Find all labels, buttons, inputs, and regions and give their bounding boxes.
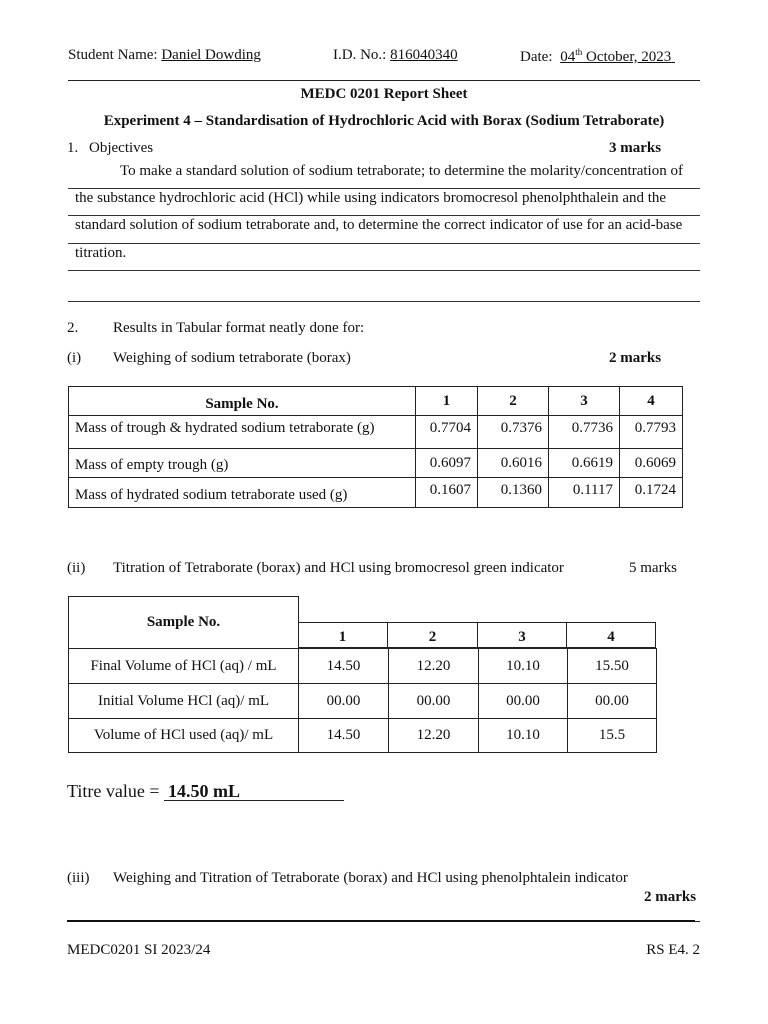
sample-header: 1 xyxy=(298,623,388,648)
table-cell: 0.7704 xyxy=(416,416,478,449)
table-row xyxy=(69,649,657,684)
phenol-heading: Weighing and Titration of Tetraborate (borax) and HCl using phenolphtalein indicator xyxy=(113,870,628,886)
table-cell: 14.50 xyxy=(299,719,389,753)
writing-rule xyxy=(68,301,700,302)
writing-rule xyxy=(68,188,700,189)
date-info xyxy=(520,47,675,66)
writing-rule xyxy=(68,270,700,271)
sample-header: 3 xyxy=(549,387,620,416)
titration-heading: Titration of Tetraborate (borax) and HCl using bromocresol green indicator xyxy=(113,560,564,576)
weighing-marks: 2 marks xyxy=(609,350,662,366)
table-cell: 00.00 xyxy=(299,684,389,719)
student-name-value: Daniel Dowding xyxy=(161,47,261,63)
titre-value-field xyxy=(164,782,344,801)
table-cell: 0.7736 xyxy=(549,416,620,449)
weighing-number: (i) xyxy=(67,350,82,366)
student-name-label: Student Name: xyxy=(68,47,158,63)
id-label: I.D. No.: xyxy=(333,47,387,63)
phenol-number: (iii) xyxy=(67,870,90,886)
objectives-line: titration. xyxy=(75,245,127,261)
table-cell: 14.50 xyxy=(299,649,389,684)
sample-header: 2 xyxy=(388,623,478,648)
table-cell: 10.10 xyxy=(479,719,568,753)
date-label: Date: xyxy=(520,49,553,65)
weighing-table xyxy=(68,386,683,508)
date-value: 04th October, 2023 xyxy=(560,47,672,65)
results-number: 2. xyxy=(67,320,79,336)
table-cell: 0.7376 xyxy=(478,416,549,449)
row-label: Mass of hydrated sodium tetraborate used (g) xyxy=(69,478,416,508)
row-label: Mass of empty trough (g) xyxy=(69,449,416,478)
header-divider xyxy=(68,80,700,81)
table-row xyxy=(69,719,657,753)
table-cell: 00.00 xyxy=(479,684,568,719)
table-cell: 0.6016 xyxy=(478,449,549,478)
table-cell: 0.7793 xyxy=(620,416,683,449)
table-cell: 12.20 xyxy=(389,719,479,753)
results-heading: Results in Tabular format neatly done for: xyxy=(113,320,365,336)
footer-divider-end xyxy=(695,921,700,922)
table-cell: 00.00 xyxy=(568,684,657,719)
titration-table-headers xyxy=(298,622,656,648)
table-cell: 15.5 xyxy=(568,719,657,753)
table-row xyxy=(69,478,683,508)
table-cell: 0.6069 xyxy=(620,449,683,478)
sample-header: 3 xyxy=(478,623,567,648)
writing-rule xyxy=(68,243,700,244)
objectives-marks: 3 marks xyxy=(609,140,662,156)
table-row xyxy=(69,416,683,449)
sample-header: 2 xyxy=(478,387,549,416)
titre-label: Titre value = xyxy=(67,781,160,801)
objectives-number: 1. xyxy=(67,140,79,156)
footer-divider xyxy=(67,920,695,922)
sample-no-header: Sample No. xyxy=(68,596,299,649)
titration-number: (ii) xyxy=(67,560,86,576)
table-header-row xyxy=(298,623,656,648)
table-header-row xyxy=(69,387,683,416)
row-label: Initial Volume HCl (aq)/ mL xyxy=(69,684,299,719)
weighing-heading: Weighing of sodium tetraborate (borax) xyxy=(113,350,351,366)
titre-value: 14.50 mL xyxy=(167,781,240,801)
titre-value-row xyxy=(67,781,344,802)
table-cell: 0.1117 xyxy=(549,478,620,508)
objectives-heading: Objectives xyxy=(89,140,154,156)
table-cell: 0.1724 xyxy=(620,478,683,508)
phenol-marks: 2 marks xyxy=(644,889,697,905)
footer-right: RS E4. 2 xyxy=(646,942,700,958)
sample-header: 4 xyxy=(567,623,656,648)
student-info-row xyxy=(68,47,301,64)
table-cell: 0.1607 xyxy=(416,478,478,508)
table-row xyxy=(69,449,683,478)
footer-left: MEDC0201 SI 2023/24 xyxy=(67,942,211,958)
id-info xyxy=(333,47,502,64)
row-label: Volume of HCl used (aq)/ mL xyxy=(69,719,299,753)
titration-marks: 5 marks xyxy=(629,560,677,576)
row-label: Mass of trough & hydrated sodium tetraborate (g) xyxy=(69,416,416,449)
row-label: Final Volume of HCl (aq) / mL xyxy=(69,649,299,684)
sample-header: 1 xyxy=(416,387,478,416)
table-cell: 15.50 xyxy=(568,649,657,684)
table-cell: 10.10 xyxy=(479,649,568,684)
objectives-line: To make a standard solution of sodium tetraborate; to determine the molarity/concentration of xyxy=(120,163,683,179)
page-title: MEDC 0201 Report Sheet xyxy=(300,86,468,102)
titration-table xyxy=(68,648,657,753)
table-cell: 0.6619 xyxy=(549,449,620,478)
table-cell: 12.20 xyxy=(389,649,479,684)
experiment-title: Experiment 4 – Standardisation of Hydrochloric Acid with Borax (Sodium Tetraborate) xyxy=(103,113,665,129)
table-cell: 0.6097 xyxy=(416,449,478,478)
objectives-line: standard solution of sodium tetraborate and, to determine the correct indicator of use for an acid-base xyxy=(75,217,683,233)
table-row xyxy=(69,684,657,719)
id-value: 816040340 xyxy=(390,47,458,63)
table-cell: 00.00 xyxy=(389,684,479,719)
writing-rule xyxy=(68,215,700,216)
objectives-line: the substance hydrochloric acid (HCl) while using indicators bromocresol phenolphthalein and the xyxy=(75,190,667,206)
sample-header: 4 xyxy=(620,387,683,416)
sample-no-header: Sample No. xyxy=(69,387,416,416)
table-cell: 0.1360 xyxy=(478,478,549,508)
